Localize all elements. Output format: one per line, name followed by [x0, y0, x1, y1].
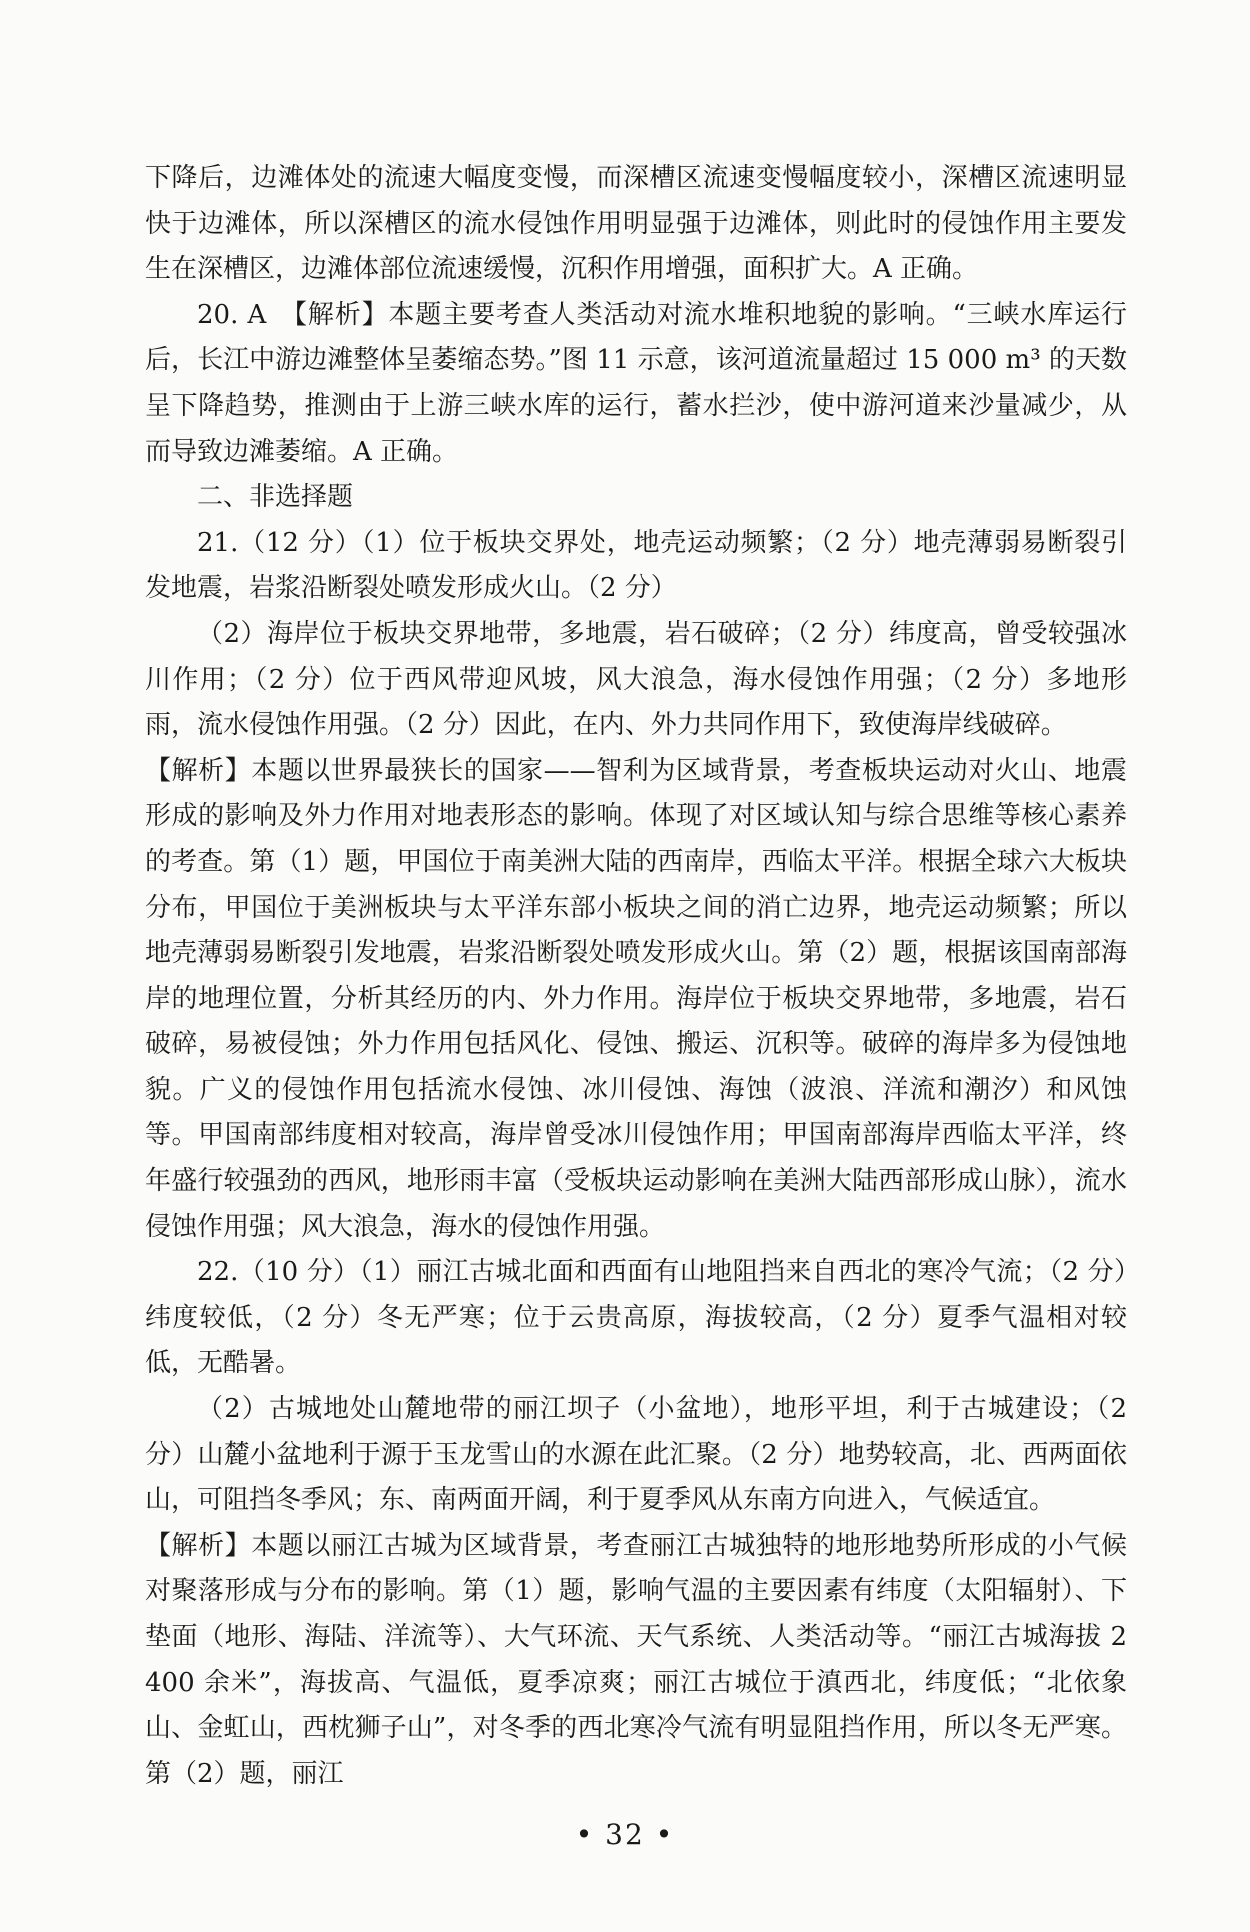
paragraph-answer-20: 20. A 【解析】本题主要考查人类活动对流水堆积地貌的影响。“三峡水库运行后，长江中游边滩整体呈萎缩态势。”图 11 示意，该河道流量超过 15 000 m³ 的天数呈下降趋势，推测由于上游三峡水库的运行，蓄水拦沙，使中游河道来沙量减少，从而导致边滩萎缩。A 正确。 — [145, 299, 1127, 467]
paragraph-analysis-22: 【解析】本题以丽江古城为区域背景，考查丽江古城独特的地形地势所形成的小气候对聚落形成与分布的影响。第（1）题，影响气温的主要因素有纬度（太阳辐射）、下垫面（地形、海陆、洋流等）、大气环流、天气系统、人类活动等。“丽江古城海拔 2 400 余米”，海拔高、气温低，夏季凉爽；丽江古城位于滇西北，纬度低；“北依象山、金虹山，西枕狮子山”，对冬季的西北寒冷气流有明显阻挡作用，所以冬无严寒。第（2）题，丽江 — [145, 1530, 1127, 1789]
paragraph-answer-21-part-2: （2）海岸位于板块交界地带，多地震，岩石破碎；（2 分）纬度高，曾受较强冰川作用；（2 分）位于西风带迎风坡，风大浪急，海水侵蚀作用强；（2 分）多地形雨，流水侵蚀作用强。（2 分）因此，在内、外力共同作用下，致使海岸线破碎。 — [145, 618, 1127, 741]
section-heading-non-choice: 二、非选择题 — [197, 482, 354, 513]
paragraph-analysis-21: 【解析】本题以世界最狭长的国家——智利为区域背景，考查板块运动对火山、地震形成的影响及外力作用对地表形态的影响。体现了对区域认知与综合思维等核心素养的考查。第（1）题，甲国位于南美洲大陆的西南岸，西临太平洋。根据全球六大板块分布，甲国位于美洲板块与太平洋东部小板块之间的消亡边界，地壳运动频繁；所以地壳薄弱易断裂引发地震，岩浆沿断裂处喷发形成火山。第（2）题，根据该国南部海岸的地理位置，分析其经历的内、外力作用。海岸位于板块交界地带，多地震，岩石破碎，易被侵蚀；外力作用包括风化、侵蚀、搬运、沉积等。破碎的海岸多为侵蚀地貌。广义的侵蚀作用包括流水侵蚀、冰川侵蚀、海蚀（波浪、洋流和潮汐）和风蚀等。甲国南部纬度相对较高，海岸曾受冰川侵蚀作用；甲国南部海岸西临太平洋，终年盛行较强劲的西风，地形雨丰富（受板块运动影响在美洲大陆西部形成山脉），流水侵蚀作用强；风大浪急，海水的侵蚀作用强。 — [145, 755, 1127, 1242]
page-number: • 32 • — [575, 1818, 675, 1851]
paragraph-answer-22-part-1: 22.（10 分）（1）丽江古城北面和西面有山地阻挡来自西北的寒冷气流；（2 分）纬度较低，（2 分）冬无严寒；位于云贵高原，海拔较高，（2 分）夏季气温相对较低，无酷暑。 — [145, 1257, 1127, 1379]
paragraph-continued-answer-19: 下降后，边滩体处的流速大幅度变慢，而深槽区流速变慢幅度较小，深槽区流速明显快于边滩体，所以深槽区的流水侵蚀作用明显强于边滩体，则此时的侵蚀作用主要发生在深槽区，边滩体部位流速缓慢，沉积作用增强，面积扩大。A 正确。 — [145, 163, 1127, 285]
page-content — [145, 156, 1127, 1797]
paragraph-answer-22-part-2: （2）古城地处山麓地带的丽江坝子（小盆地），地形平坦，利于古城建设；（2 分）山麓小盆地利于源于玉龙雪山的水源在此汇聚。（2 分）地势较高，北、西两面依山，可阻挡冬季风；东、南两面开阔，利于夏季风从东南方向进入，气候适宜。 — [145, 1394, 1127, 1516]
paragraph-answer-21-part-1: 21.（12 分）（1）位于板块交界处，地壳运动频繁；（2 分）地壳薄弱易断裂引发地震，岩浆沿断裂处喷发形成火山。（2 分） — [145, 527, 1127, 604]
